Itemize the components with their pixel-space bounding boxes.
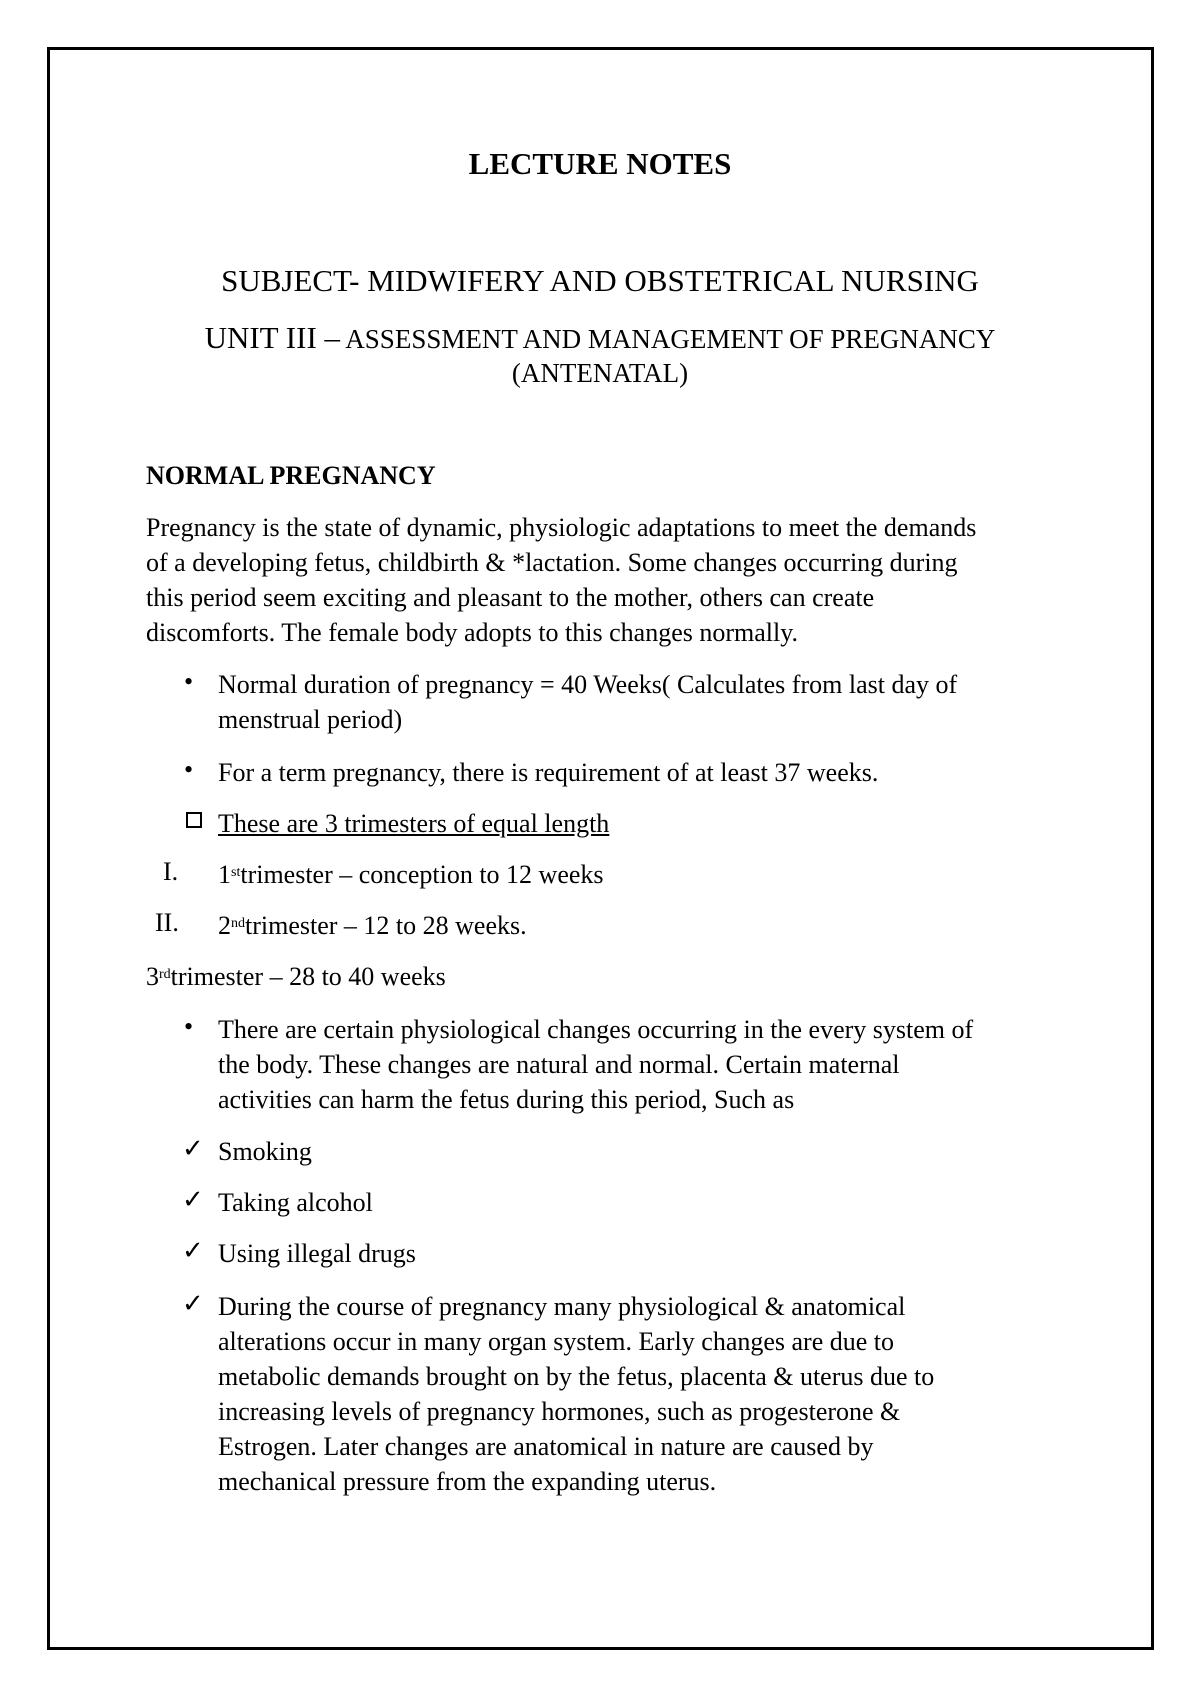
bullet-icon: • — [184, 667, 194, 696]
bullet-text: There are certain physiological changes occurring in the every system of — [218, 1015, 974, 1044]
trimester-number: 2 — [218, 911, 231, 940]
unit-subtitle: (ANTENATAL) — [511, 358, 689, 388]
checkmark-icon: ✓ — [182, 1185, 204, 1214]
ordinal-suffix: nd — [231, 916, 245, 931]
ordinal-suffix: rd — [159, 967, 171, 982]
trimester-text: trimester – 28 to 40 weeks — [170, 962, 446, 991]
intro-paragraph — [146, 510, 1066, 650]
intro-line: discomforts. The female body adopts to this changes normally. — [146, 618, 799, 647]
roman-numeral: I. — [163, 857, 179, 886]
trimester-text: trimester – conception to 12 weeks — [240, 860, 604, 889]
check-item: Using illegal drugs — [218, 1239, 416, 1268]
unit-title: ASSESSMENT AND MANAGEMENT OF PREGNANCY — [345, 324, 996, 354]
check-item-cont: increasing levels of pregnancy hormones, such as progesterone & — [218, 1397, 901, 1426]
bullet-text: For a term pregnancy, there is requirement of at least 37 weeks. — [218, 758, 879, 787]
trimester-text: trimester – 12 to 28 weeks. — [245, 911, 527, 940]
intro-line: of a developing fetus, childbirth & *lactation. Some changes occurring during — [146, 548, 958, 577]
bullet-text-cont: the body. These changes are natural and normal. Certain maternal — [218, 1050, 900, 1079]
subject-line: SUBJECT- MIDWIFERY AND OBSTETRICAL NURSING — [221, 263, 979, 298]
checkbox-icon — [186, 812, 202, 828]
check-item-cont: Estrogen. Later changes are anatomical in nature are caused by — [218, 1432, 874, 1461]
bullet-icon: • — [184, 1012, 194, 1041]
intro-line: Pregnancy is the state of dynamic, physiologic adaptations to meet the demands — [146, 513, 977, 542]
section-heading: NORMAL PREGNANCY — [146, 461, 436, 490]
check-item: Taking alcohol — [218, 1188, 373, 1217]
trimester-item — [146, 959, 446, 994]
checkmark-icon: ✓ — [182, 1236, 204, 1265]
checkmark-icon: ✓ — [182, 1134, 204, 1163]
trimester-item — [218, 857, 604, 892]
roman-numeral: II. — [155, 908, 179, 937]
ordinal-suffix: st — [231, 865, 241, 880]
bullet-text-cont: activities can harm the fetus during this period, Such as — [218, 1085, 795, 1114]
bullet-text-cont: menstrual period) — [218, 705, 403, 734]
trimester-number: 3 — [146, 962, 159, 991]
intro-line: this period seem exciting and pleasant to the mother, others can create — [146, 583, 875, 612]
check-item-cont: mechanical pressure from the expanding uterus. — [218, 1467, 717, 1496]
trimester-item — [218, 908, 527, 943]
check-item: During the course of pregnancy many physiological & anatomical — [218, 1292, 906, 1321]
document-title: LECTURE NOTES — [468, 146, 732, 181]
check-item-cont: metabolic demands brought on by the fetus, placenta & uterus due to — [218, 1362, 935, 1391]
unit-line — [0, 320, 1200, 356]
bullet-text: Normal duration of pregnancy = 40 Weeks( Calculates from last day of — [218, 670, 958, 699]
check-item: Smoking — [218, 1137, 312, 1166]
check-item-cont: alterations occur in many organ system. Early changes are due to — [218, 1327, 895, 1356]
bullet-icon: • — [184, 755, 194, 784]
checkbox-item-text: These are 3 trimesters of equal length — [218, 809, 610, 838]
unit-prefix: UNIT III – — [204, 320, 341, 355]
checkmark-icon: ✓ — [182, 1289, 204, 1318]
trimester-number: 1 — [218, 860, 231, 889]
